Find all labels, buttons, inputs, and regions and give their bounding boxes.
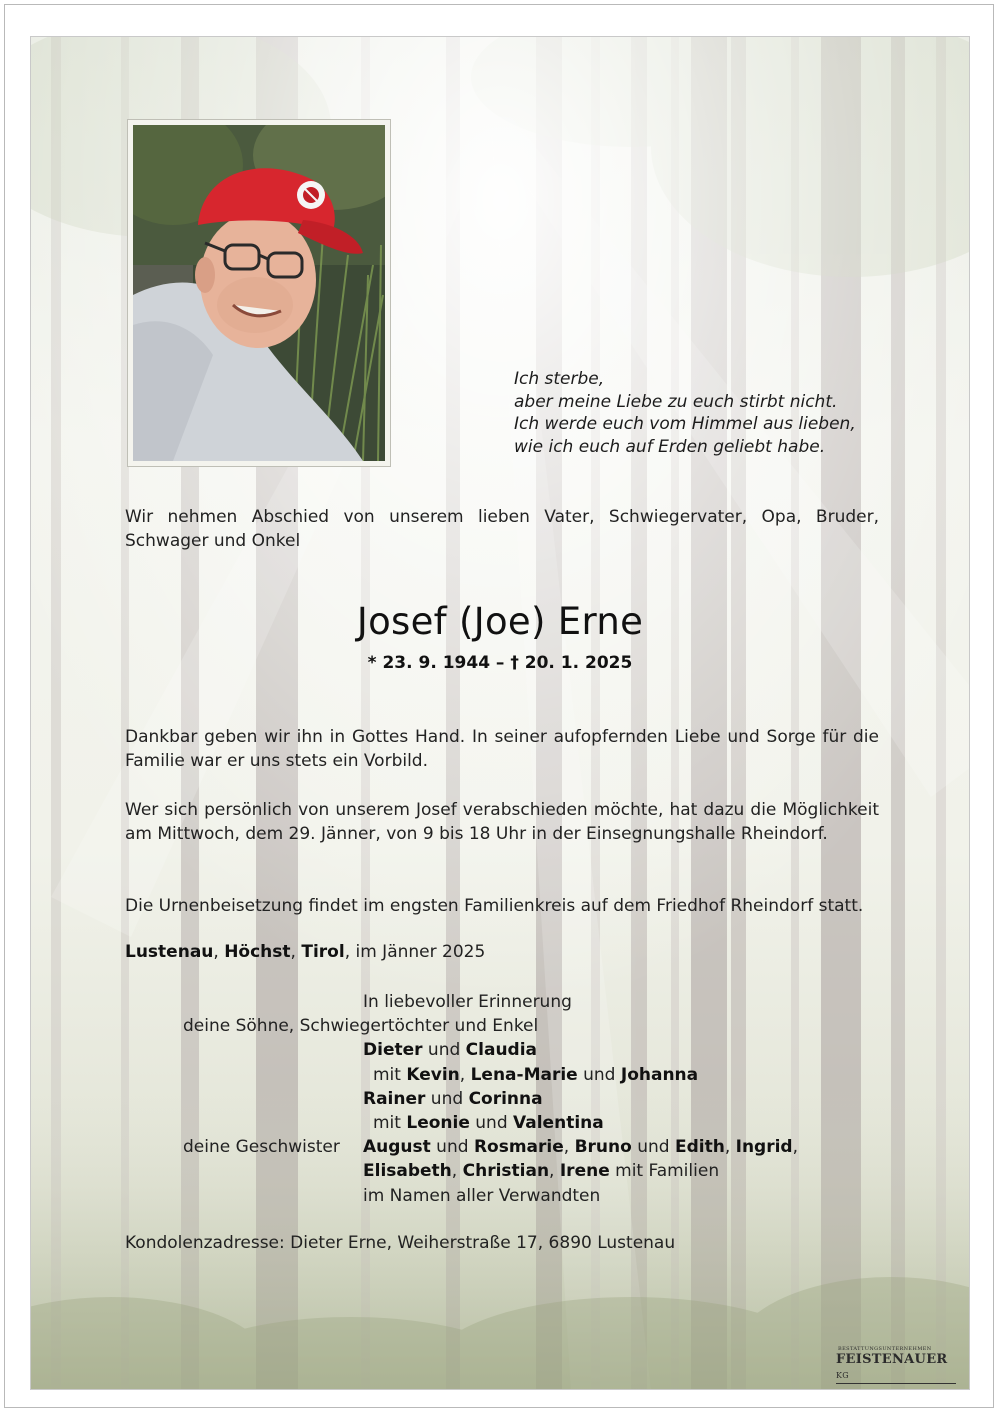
mourners-row — [0, 1111, 1000, 1135]
places-and-date — [125, 942, 485, 962]
farewell-intro: Wir nehmen Abschied von unserem lieben Vater, Schwiegervater, Opa, Bruder, Schwager und Onkel — [125, 507, 879, 551]
mourner-name: Rosmarie — [473, 1137, 564, 1158]
quote-line: Ich sterbe, — [514, 369, 605, 389]
separator: , — [213, 942, 225, 962]
connector: und — [430, 1137, 474, 1158]
date-text: , im Jänner 2025 — [344, 942, 486, 962]
mourners-list — [0, 990, 1000, 1208]
logo-tagline: BESTATTUNGSUNTERNEHMEN — [838, 1346, 932, 1352]
connector: , — [563, 1137, 575, 1158]
logo-suffix: KG — [836, 1371, 849, 1380]
closing-line: im Namen aller Verwandten — [363, 1185, 601, 1206]
separator: , — [290, 942, 302, 962]
connector: , — [459, 1064, 471, 1085]
connector: , — [724, 1137, 736, 1158]
mourner-name: Claudia — [465, 1040, 538, 1061]
mourner-name: Valentina — [513, 1112, 604, 1133]
quote-line: aber meine Liebe zu euch stirbt nicht. — [514, 391, 838, 412]
gratitude-paragraph: Dankbar geben wir ihn in Gottes Hand. In seiner aufopfernden Liebe und Sorge für die Familie war er uns stets ein Vorbild. — [125, 727, 879, 771]
viewing-paragraph: Wer sich persönlich von unserem Josef verabschieden möchte, hat dazu die Möglichkeit am Mittwoch, dem 29. Jänner, von 9 bis 18 Uhr in der Einsegnungshalle Rheindorf. — [125, 800, 879, 844]
mourners-row — [0, 1135, 1000, 1159]
remembrance-line: In liebevoller Erinnerung — [363, 992, 572, 1012]
connector: , — [549, 1161, 560, 1182]
portrait-photo — [133, 125, 385, 461]
connector: , — [792, 1137, 799, 1158]
mourner-name: Elisabeth — [363, 1161, 452, 1182]
mourner-name: Rainer — [363, 1088, 426, 1109]
logo-name — [836, 1352, 956, 1384]
mourner-name: Kevin — [406, 1064, 460, 1085]
son-couple — [363, 1087, 543, 1111]
funeral-home-logo — [836, 1346, 956, 1384]
mourners-row — [0, 1063, 1000, 1087]
connector: und — [469, 1112, 514, 1133]
quote-line: Ich werde euch vom Himmel aus lieben, — [514, 414, 856, 434]
mourner-name: Irene — [559, 1161, 610, 1182]
mourners-row — [0, 1159, 1000, 1183]
siblings-names — [363, 1135, 798, 1159]
sons-label: deine Söhne, Schwiegertöchter und Enkel — [183, 1016, 539, 1037]
mourner-name: Lena-Marie — [470, 1064, 578, 1085]
mourner-name: Dieter — [363, 1040, 423, 1061]
connector: , — [451, 1161, 463, 1182]
quote-line: wie ich euch auf Erden geliebt habe. — [514, 436, 826, 457]
mourner-name: Ingrid — [735, 1137, 793, 1158]
place-name: Lustenau — [125, 942, 214, 962]
deceased-name: Josef (Joe) Erne — [356, 600, 644, 643]
memorial-quote — [514, 368, 934, 458]
mourners-row — [0, 1038, 1000, 1062]
mourners-row — [0, 990, 1000, 1014]
son-couple — [363, 1038, 537, 1062]
place-name: Tirol — [301, 942, 345, 962]
mourner-name: Leonie — [406, 1112, 470, 1133]
connector: und — [577, 1064, 621, 1085]
mourners-row — [0, 1014, 1000, 1038]
connector: und — [631, 1137, 675, 1158]
place-name: Höchst — [224, 942, 291, 962]
siblings-label: deine Geschwister — [183, 1137, 340, 1158]
mourners-row — [0, 1087, 1000, 1111]
grandchildren — [373, 1063, 698, 1087]
burial-paragraph: Die Urnenbeisetzung findet im engsten Familienkreis auf dem Friedhof Rheindorf statt. — [125, 896, 864, 916]
connector: und — [422, 1040, 466, 1061]
mourner-name: Christian — [462, 1161, 550, 1182]
condolence-address: Kondolenzadresse: Dieter Erne, Weiherstraße 17, 6890 Lustenau — [125, 1233, 676, 1253]
mourner-name: Corinna — [468, 1088, 543, 1109]
mourner-name: Edith — [674, 1137, 725, 1158]
connector: mit — [373, 1064, 407, 1085]
connector: und — [425, 1088, 469, 1109]
life-dates: * 23. 9. 1944 – † 20. 1. 2025 — [367, 653, 633, 673]
mourner-name: Johanna — [620, 1064, 699, 1085]
mourner-name: Bruno — [574, 1137, 632, 1158]
mourner-name: August — [363, 1137, 431, 1158]
siblings-names — [363, 1159, 719, 1183]
connector: mit — [373, 1112, 407, 1133]
mourners-row — [0, 1184, 1000, 1208]
portrait-photo-frame — [127, 119, 391, 467]
grandchildren — [373, 1111, 604, 1135]
connector: mit Familien — [609, 1161, 720, 1182]
logo-name-text: FEISTENAUER — [836, 1352, 948, 1367]
